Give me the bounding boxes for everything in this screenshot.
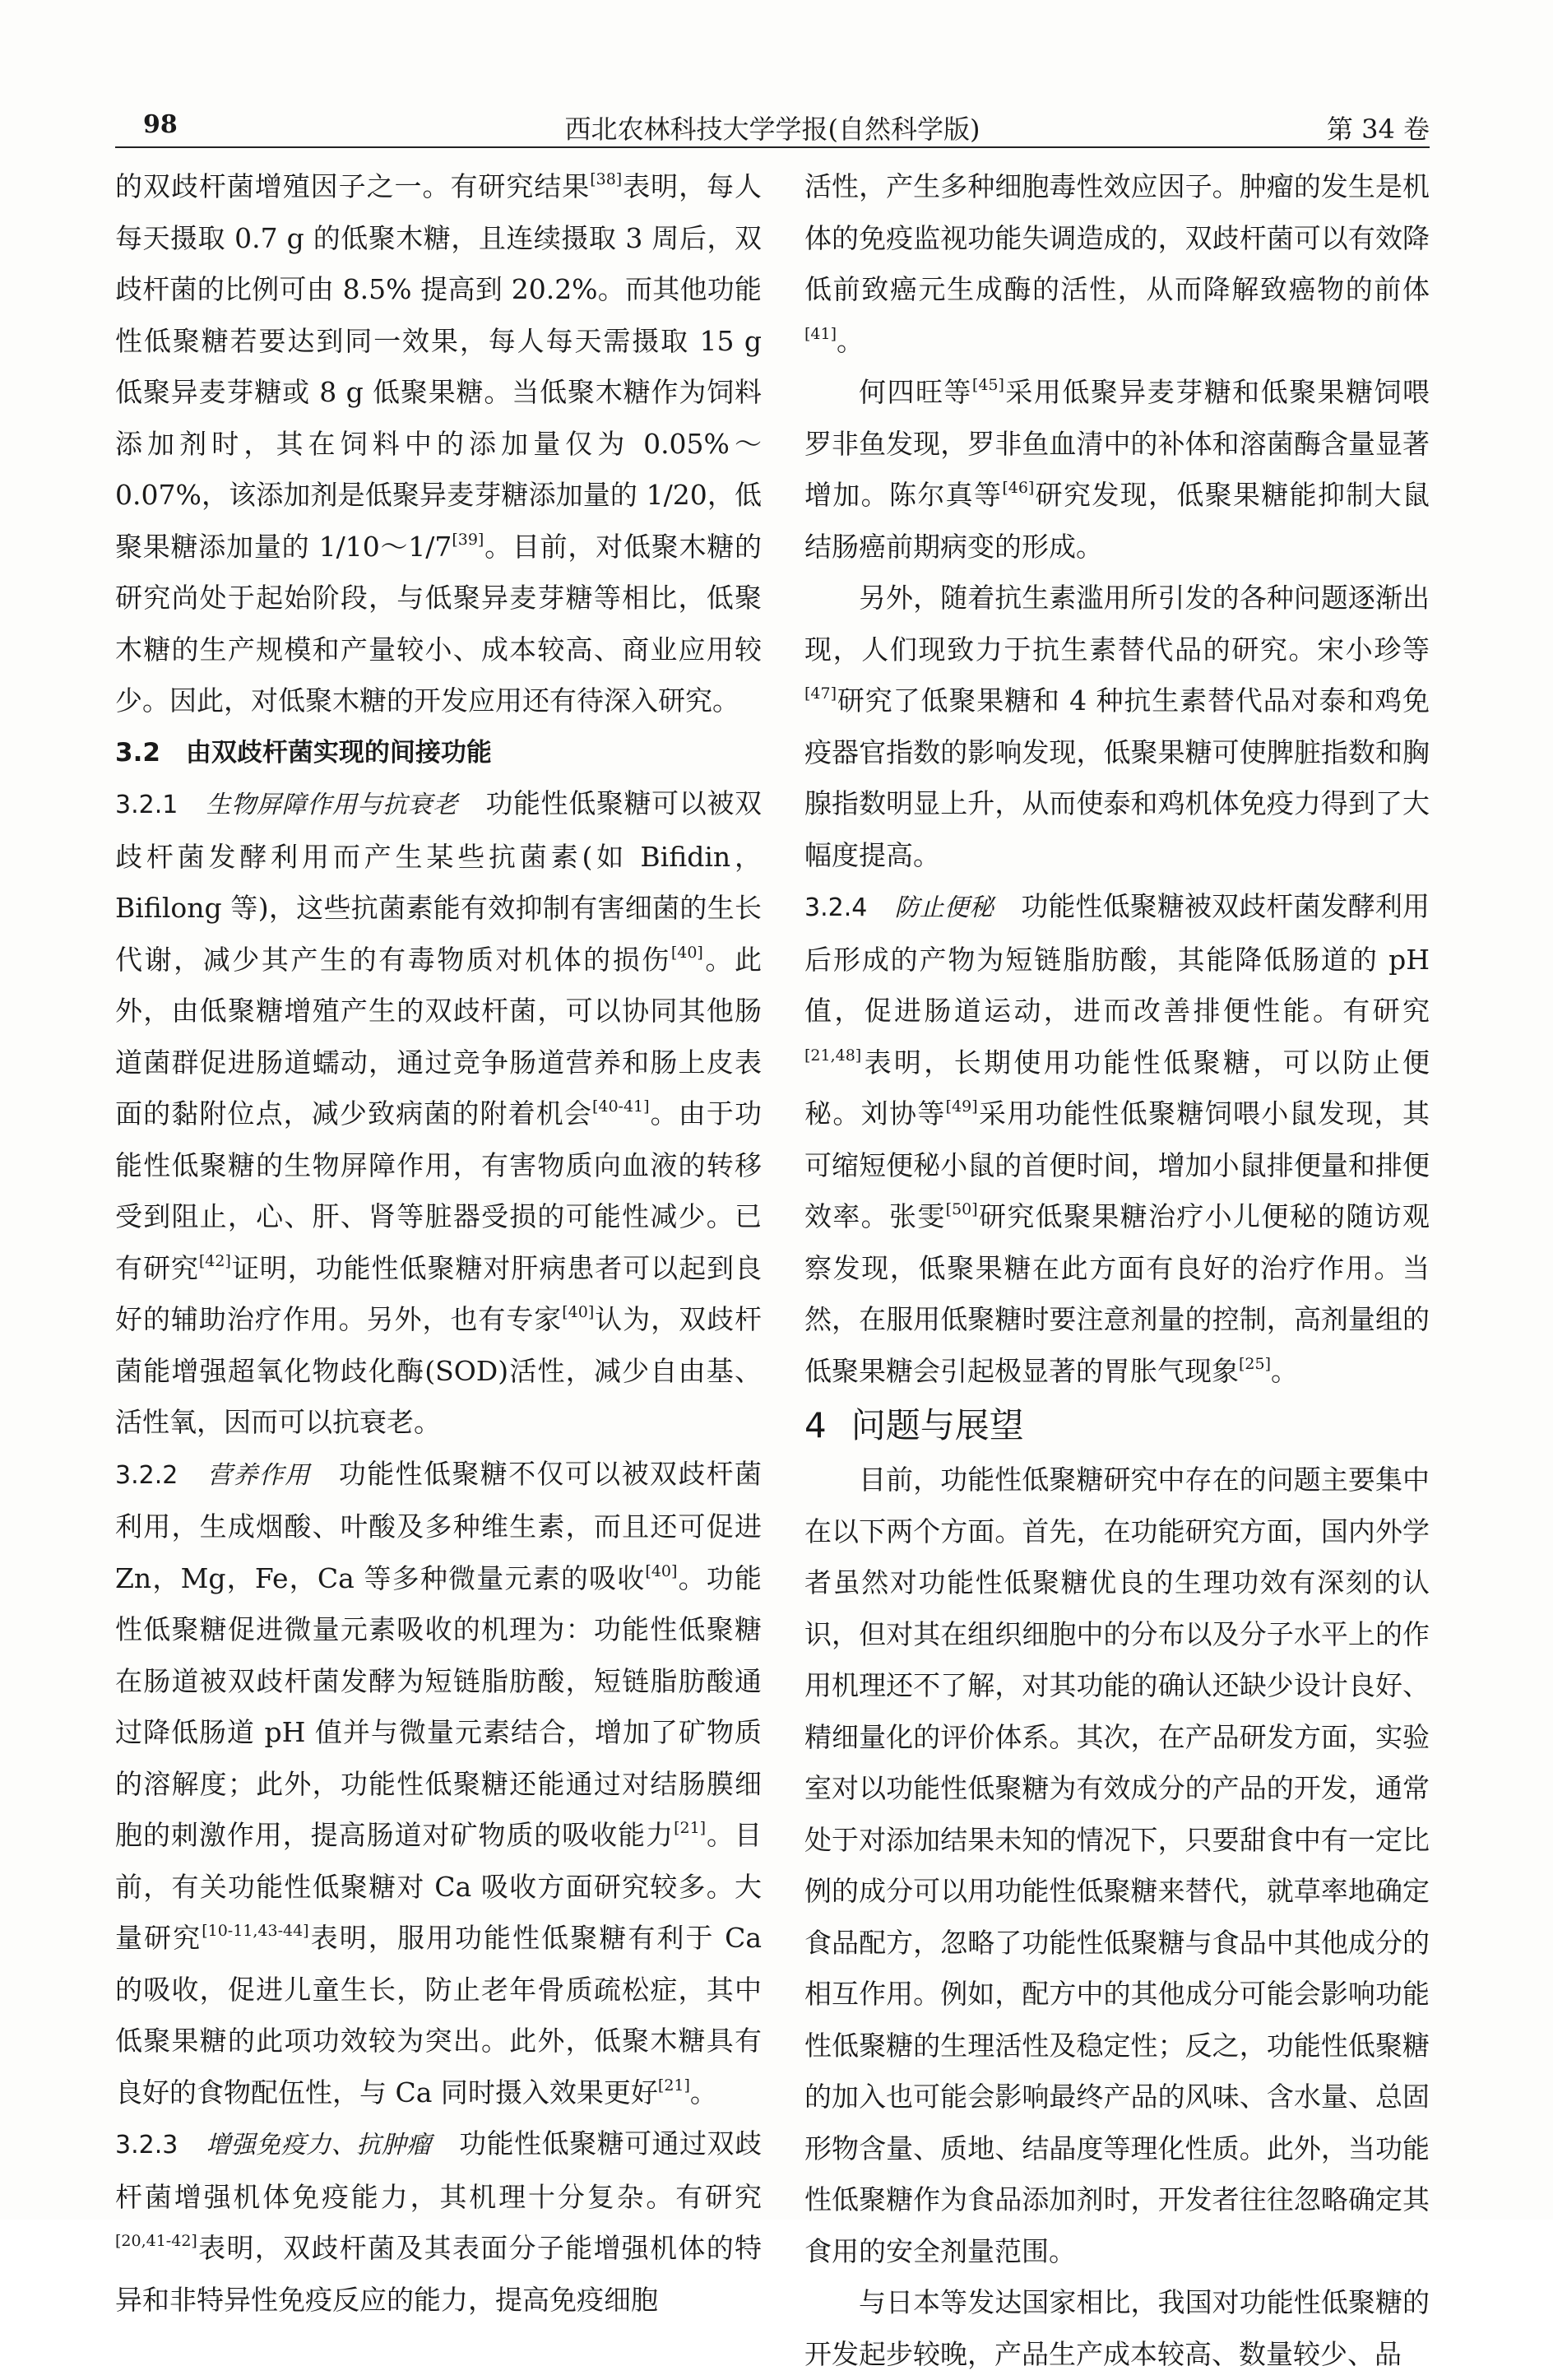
journal-title: 西北农林科技大学学报(自然科学版) bbox=[564, 114, 980, 145]
paragraph-3-2-3: 3.2.3 增强免疫力、抗肿瘤 功能性低聚糖可通过双歧杆菌增强机体免疫能力，其机理十分复杂。有研究[20,41-42]表明，双歧杆菌及其表面分子能增强机体的特异和非特异性免疫反应的能力，提高免疫细胞 bbox=[115, 2127, 762, 2316]
citation: [40] bbox=[670, 943, 703, 962]
citation: [21] bbox=[657, 2076, 690, 2095]
subsection-title: 营养作用 bbox=[207, 1460, 311, 1490]
header-rule bbox=[115, 146, 1430, 148]
subsection-title: 生物屏障作用与抗衰老 bbox=[206, 791, 458, 819]
subsection-title: 增强免疫力、抗肿瘤 bbox=[206, 2131, 432, 2160]
citation: [41] bbox=[804, 324, 837, 343]
citation: [39] bbox=[452, 530, 484, 549]
citation: [40] bbox=[645, 1561, 678, 1580]
section-number: 4 bbox=[804, 1405, 827, 1445]
right-column bbox=[804, 161, 1430, 2380]
citation: [46] bbox=[1002, 479, 1035, 497]
subsection-number: 3.2.4 bbox=[804, 893, 868, 922]
section-heading-3-2: 3.2 由双歧杆菌实现的间接功能 bbox=[115, 737, 492, 768]
paragraph-xylo-oligosaccharide: 的双歧杆菌增殖因子之一。有研究结果[38]表明，每人每天摄取 0.7 g 的低聚木糖，且连续摄取 3 周后，双歧杆菌的比例可由 8.5% 提高到 20.2%。而其他功能性低聚糖若要达到同一效果，每人每天需摄取 15 g 低聚异麦芽糖或 8 g 低聚果糖。当低聚木糖作为饲料添加剂时，其在饲料中的添加量仅为 0.05%～0.07%，该添加剂是低聚异麦芽糖添加量的 1/20，低聚果糖添加量的 1/10～1/7[39]。目前，对低聚木糖的研究尚处于起始阶段，与低聚异麦芽糖等相比，低聚木糖的生产规模和产量较小、成本较高、商业应用较少。因此，对低聚木糖的开发应用还有待深入研究。 bbox=[115, 170, 763, 717]
citation: [21,48] bbox=[804, 1046, 862, 1065]
citation: [25] bbox=[1239, 1354, 1272, 1373]
citation: [47] bbox=[804, 684, 837, 703]
section-title: 问题与展望 bbox=[851, 1405, 1024, 1445]
subsection-number: 3.2.2 bbox=[115, 1460, 178, 1490]
citation: [20,41-42] bbox=[115, 2232, 197, 2250]
paragraph-3-2-4: 3.2.4 防止便秘 功能性低聚糖被双歧杆菌发酵利用后形成的产物为短链脂肪酸，其能降低肠道的 pH 值，促进肠道运动，进而改善排便性能。有研究[21,48]表明，长期使用功能性低聚糖，可以防止便秘。刘协等[49]采用功能性低聚糖饲喂小鼠发现，其可缩短便秘小鼠的首便时间，增加小鼠排便量和排便效率。张雯[50]研究低聚果糖治疗小儿便秘的随访观察发现，低聚果糖在此方面有良好的治疗作用。当然，在服用低聚糖时要注意剂量的控制，高剂量组的低聚果糖会引起极显著的胃胀气现象[25]。 bbox=[804, 890, 1430, 1387]
citation: [49] bbox=[945, 1097, 978, 1116]
running-header bbox=[115, 105, 1430, 145]
subsection-title: 防止便秘 bbox=[894, 893, 994, 922]
paragraph-immunity-continued: 活性，产生多种细胞毒性效应因子。肿瘤的发生是机体的免疫监视功能失调造成的，双歧杆菌可以有效降低前致癌元生成酶的活性，从而降解致癌物的前体[41]。 bbox=[804, 170, 1430, 357]
paragraph-3-2-2: 3.2.2 营养作用 功能性低聚糖不仅可以被双歧杆菌利用，生成烟酸、叶酸及多种维生素，而且还可促进 Zn，Mg，Fe，Ca 等多种微量元素的吸收[40]。功能性低聚糖促进微量元素吸收的机理为：功能性低聚糖在肠道被双歧杆菌发酵为短链脂肪酸，短链脂肪酸通过降低肠道 pH 值并与微量元素结合，增加了矿物质的溶解度；此外，功能性低聚糖还能通过对结肠膜细胞的刺激作用，提高肠道对矿物质的吸收能力[21]。目前，有关功能性低聚糖对 Ca 吸收方面研究较多。大量研究[10-11,43-44]表明，服用功能性低聚糖有利于 Ca 的吸收，促进儿童生长，防止老年骨质疏松症，其中低聚果糖的此项功效较为突出。此外，低聚木糖具有良好的食物配伍性，与 Ca 同时摄入效果更好[21]。 bbox=[115, 1457, 763, 2109]
paragraph-3-2-1: 3.2.1 生物屏障作用与抗衰老 功能性低聚糖可以被双歧杆菌发酵利用而产生某些抗菌素(如 Bifidin，Bifilong 等)，这些抗菌素能有效抑制有害细菌的生长代谢，减少其产生的有毒物质对机体的损伤[40]。此外，由低聚糖增殖产生的双歧杆菌，可以协同其他肠道菌群促进肠道蠕动，通过竞争肠道营养和肠上皮表面的黏附位点，减少致病菌的附着机会[40-41]。由于功能性低聚糖的生物屏障作用，有害物质向血液的转移受到阻止，心、肝、肾等脏器受损的可能性减少。已有研究[42]证明，功能性低聚糖对肝病患者可以起到良好的辅助治疗作用。另外，也有专家[40]认为，双歧杆菌能增强超氧化物歧化酶(SOD)活性，减少自由基、活性氧，因而可以抗衰老。 bbox=[115, 787, 763, 1438]
page-number: 98 bbox=[143, 110, 178, 139]
citation: [45] bbox=[971, 376, 1004, 394]
subsection-number: 3.2.3 bbox=[115, 2131, 178, 2160]
paragraph-antibiotics: 另外，随着抗生素滥用所引发的各种问题逐渐出现，人们现致力于抗生素替代品的研究。宋小珍等[47]研究了低聚果糖和 4 种抗生素替代品对泰和鸡免疫器官指数的影响发现，低聚果糖可使脾脏指数和胸腺指数明显上升，从而使泰和鸡机体免疫力得到了大幅度提高。 bbox=[804, 582, 1430, 871]
paragraph-problems: 目前，功能性低聚糖研究中存在的问题主要集中在以下两个方面。首先，在功能研究方面，国内外学者虽然对功能性低聚糖优良的生理功效有深刻的认识，但对其在组织细胞中的分布以及分子水平上的作用机理还不了解，对其功能的确认还缺少设计良好、精细量化的评价体系。其次，在产品研发方面，实验室对以功能性低聚糖为有效成分的产品的开发，通常处于对添加结果未知的情况下，只要甜食中有一定比例的成分可以用功能性低聚糖来替代，就草率地确定食品配方，忽略了功能性低聚糖与食品中其他成分的相互作用。例如，配方中的其他成分可能会影响功能性低聚糖的生理活性及稳定性；反之，功能性低聚糖的加入也可能会影响最终产品的风味、含水量、总固形物含量、质地、结晶度等理化性质。此外，当功能性低聚糖作为食品添加剂时，开发者往往忽略确定其食用的安全剂量范围。 bbox=[804, 1464, 1430, 2267]
volume-label: 第 34 卷 bbox=[1326, 114, 1430, 145]
paragraph-tilapia: 何四旺等[45]采用低聚异麦芽糖和低聚果糖饲喂罗非鱼发现，罗非鱼血清中的补体和溶菌酶含量显著增加。陈尔真等[46]研究发现，低聚果糖能抑制大鼠结肠癌前期病变的形成。 bbox=[804, 376, 1430, 563]
citation: [40] bbox=[562, 1303, 595, 1321]
citation: [38] bbox=[590, 170, 623, 188]
paragraph-comparison-japan: 与日本等发达国家相比，我国对功能性低聚糖的开发起步较晚，产品生产成本较高、数量较少、品 bbox=[804, 2286, 1430, 2370]
left-column bbox=[115, 161, 762, 2326]
subsection-number: 3.2.1 bbox=[115, 791, 178, 819]
section-heading-4 bbox=[804, 1397, 1430, 1454]
citation: [42] bbox=[198, 1251, 231, 1270]
citation: [50] bbox=[945, 1200, 978, 1218]
citation: [40-41] bbox=[591, 1097, 650, 1116]
citation: [21] bbox=[674, 1819, 707, 1837]
citation: [10-11,43-44] bbox=[202, 1922, 309, 1940]
